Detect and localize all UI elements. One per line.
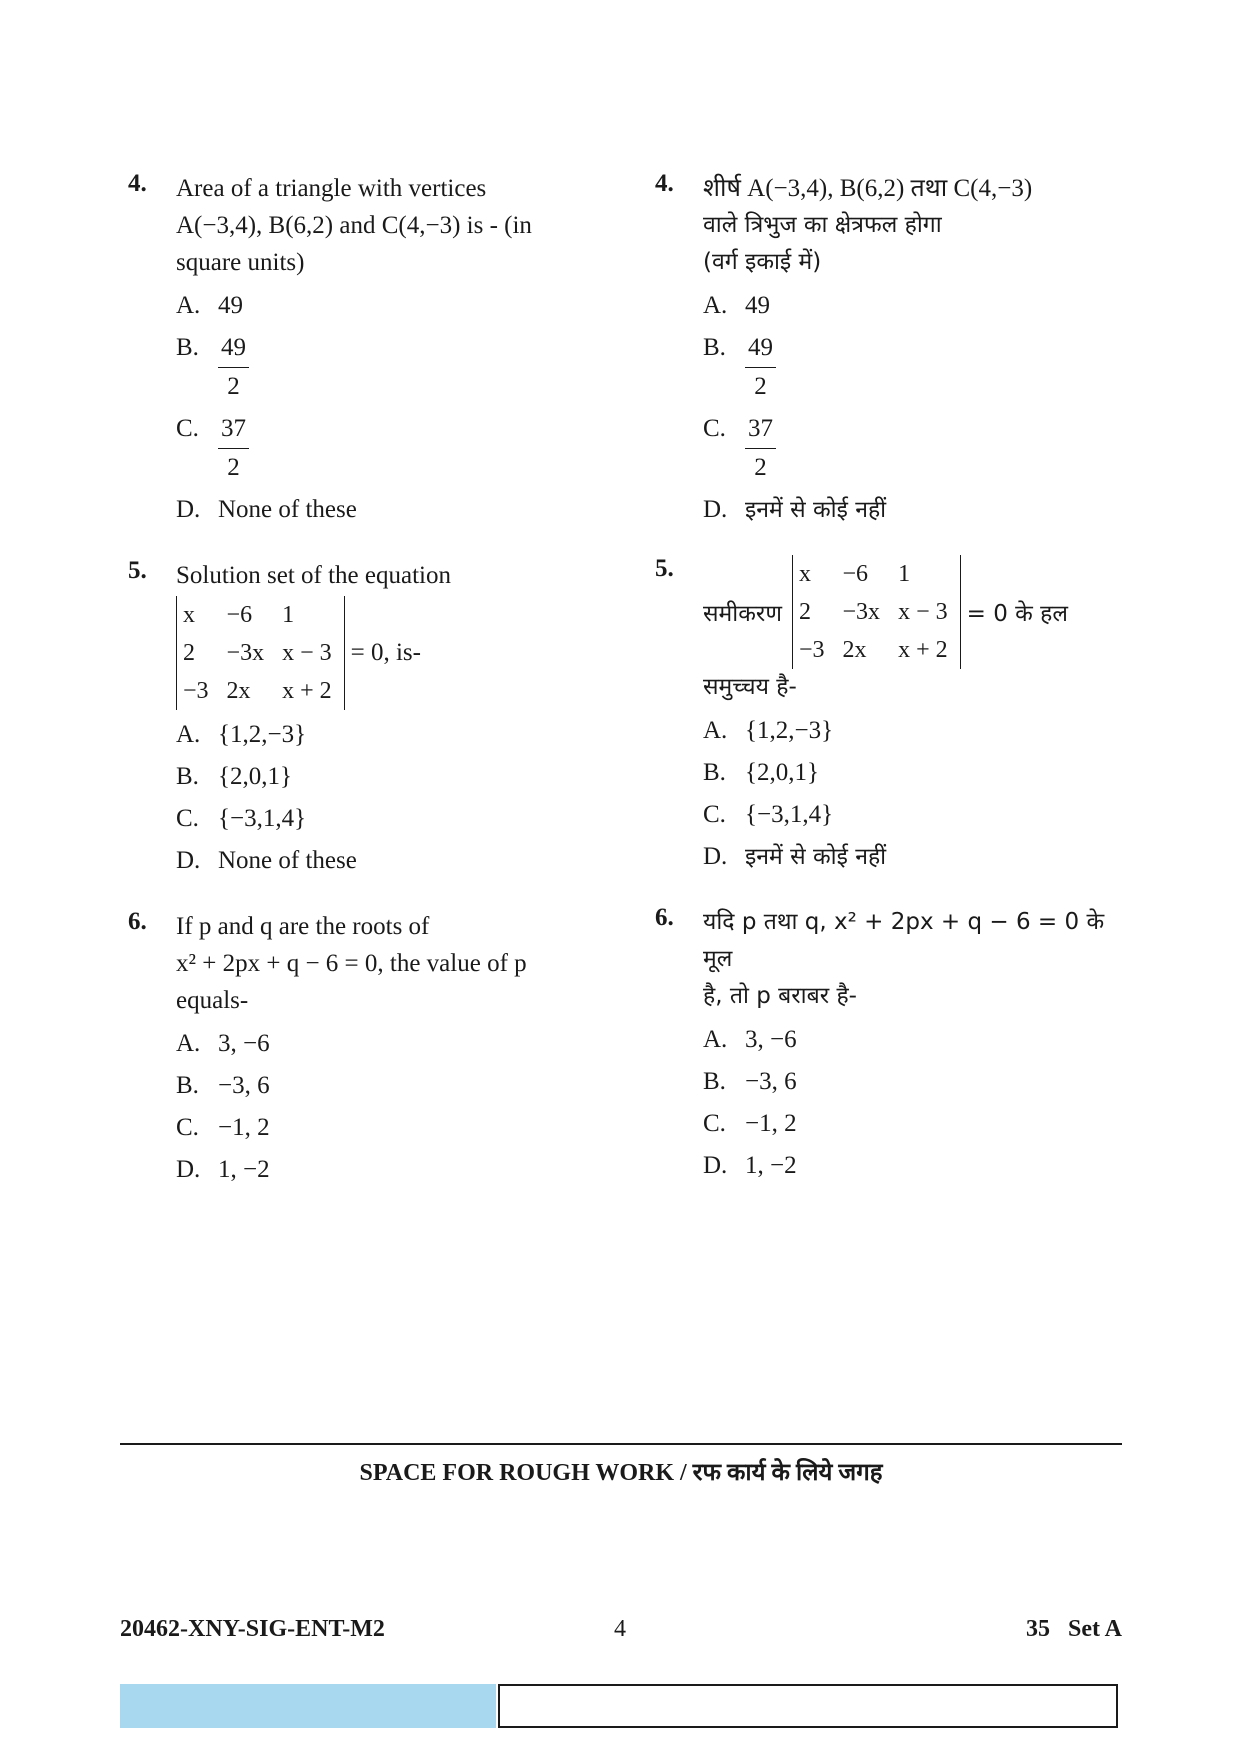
blue-bar xyxy=(120,1684,496,1728)
question-number: 4. xyxy=(128,170,147,197)
paper-code: 20462-XNY-SIG-ENT-M2 xyxy=(120,1616,385,1642)
hindi-column xyxy=(655,170,1125,1183)
question-text: वाले त्रिभुज का क्षेत्रफल होगा xyxy=(703,212,942,238)
determinant-equation: समीकरण x −6 1 2 −3x x − 3 −3 2x x + 2 = 0 के हल xyxy=(703,555,1125,669)
option-c[interactable]: C. $\frac{37}{2}$ xyxy=(703,412,1125,485)
question-number: 4. xyxy=(655,170,674,197)
question-text: A(−3,4), B(6,2) and C(4,−3) is - (in xyxy=(176,212,532,239)
question-number: 6. xyxy=(655,904,674,931)
option-c[interactable]: C. {−3,1,4} xyxy=(703,801,834,828)
option-d[interactable]: D. None of these xyxy=(176,847,357,874)
fraction: $\frac{49}{2}$ xyxy=(745,331,776,404)
question-6-hi xyxy=(655,904,1125,1183)
rough-work-heading: SPACE FOR ROUGH WORK / रफ कार्य के लिये जगह xyxy=(359,1460,883,1486)
option-b[interactable]: B. {2,0,1} xyxy=(703,759,819,786)
option-b[interactable]: B. $\frac{49}{2}$ xyxy=(176,331,598,404)
fraction: $\frac{37}{2}$ xyxy=(218,412,249,485)
option-a[interactable]: A. 3, −6 xyxy=(176,1030,270,1057)
question-4-hi xyxy=(655,170,1125,527)
option-d[interactable]: D. 1, −2 xyxy=(703,1152,797,1179)
option-d[interactable]: D. इनमें से कोई नहीं xyxy=(703,496,887,523)
determinant: x −6 1 2 −3x x − 3 −3 2x x + 2 xyxy=(176,596,345,710)
fraction: $\frac{49}{2}$ xyxy=(218,331,249,404)
option-b[interactable]: B. −3, 6 xyxy=(176,1072,270,1099)
question-6-en xyxy=(128,908,598,1187)
question-text: Area of a triangle with vertices xyxy=(176,175,487,202)
option-c[interactable]: C. −1, 2 xyxy=(176,1114,270,1141)
fraction: $\frac{37}{2}$ xyxy=(745,412,776,485)
question-text: x² + 2px + q − 6 = 0, the value of p xyxy=(176,950,527,977)
determinant-equation: x −6 1 2 −3x x − 3 −3 2x x + 2 = 0, is- xyxy=(176,596,598,710)
question-number: 6. xyxy=(128,908,147,935)
question-text: Solution set of the equation xyxy=(176,562,451,589)
english-column xyxy=(128,170,598,1187)
question-text: है, तो p बराबर है- xyxy=(703,983,857,1009)
set-label: 35 Set A xyxy=(1026,1616,1122,1642)
answer-box xyxy=(498,1684,1118,1728)
option-a[interactable]: A. {1,2,−3} xyxy=(176,721,307,748)
option-b[interactable]: B. −3, 6 xyxy=(703,1068,797,1095)
option-c[interactable]: C. −1, 2 xyxy=(703,1110,797,1137)
question-text: यदि p तथा q, x² + 2px + q − 6 = 0 के मूल xyxy=(703,909,1105,972)
question-5-hi xyxy=(655,555,1125,874)
option-c[interactable]: C. {−3,1,4} xyxy=(176,805,307,832)
question-4-en xyxy=(128,170,598,527)
determinant: x −6 1 2 −3x x − 3 −3 2x x + 2 xyxy=(792,555,961,669)
question-text: If p and q are the roots of xyxy=(176,913,430,940)
option-a[interactable]: A. 49 xyxy=(176,292,243,319)
option-a[interactable]: A. 3, −6 xyxy=(703,1026,797,1053)
option-b[interactable]: B. {2,0,1} xyxy=(176,763,292,790)
page-number: 4 xyxy=(614,1616,626,1642)
option-d[interactable]: D. None of these xyxy=(176,496,357,523)
question-5-en xyxy=(128,557,598,878)
option-b[interactable]: B. $\frac{49}{2}$ xyxy=(703,331,1125,404)
question-text: (वर्ग इकाई में) xyxy=(703,249,822,275)
question-number: 5. xyxy=(655,555,674,582)
option-d[interactable]: D. इनमें से कोई नहीं xyxy=(703,843,887,870)
divider-line xyxy=(120,1443,1122,1445)
question-number: 5. xyxy=(128,557,147,584)
option-d[interactable]: D. 1, −2 xyxy=(176,1156,270,1183)
question-text: समुच्चय है- xyxy=(703,674,797,700)
question-text: square units) xyxy=(176,249,305,276)
question-text: equals- xyxy=(176,987,249,1014)
option-a[interactable]: A. 49 xyxy=(703,292,770,319)
option-a[interactable]: A. {1,2,−3} xyxy=(703,717,834,744)
question-text: शीर्ष A(−3,4), B(6,2) तथा C(4,−3) xyxy=(703,175,1033,202)
option-c[interactable]: C. $\frac{37}{2}$ xyxy=(176,412,598,485)
